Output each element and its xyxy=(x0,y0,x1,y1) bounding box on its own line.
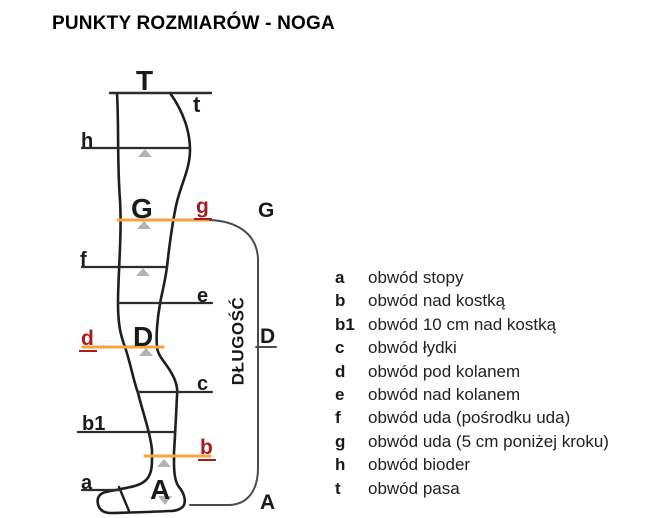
legend-row-b xyxy=(335,291,655,314)
legend-row-d xyxy=(335,362,655,385)
legend-row-h xyxy=(335,455,655,478)
label-d-red: d xyxy=(79,328,97,352)
label-h: h xyxy=(81,130,94,152)
label-b-red: b xyxy=(198,437,216,461)
label-D-big: D xyxy=(133,321,154,352)
length-axis-label: DŁUGOŚĆ xyxy=(228,296,248,386)
legend-key: b1 xyxy=(335,314,355,334)
marker-triangle-b xyxy=(157,459,171,467)
legend-label: obwód 10 cm nad kostką xyxy=(368,314,557,334)
legend-label: obwód bioder xyxy=(368,455,471,475)
legend-label: obwód pod kolanem xyxy=(368,361,521,381)
marker-triangle-h xyxy=(138,149,152,157)
length-bracket xyxy=(190,220,258,505)
legend-label: obwód pasa xyxy=(368,478,460,498)
legend-row-e xyxy=(335,385,655,408)
legend-label: obwód stopy xyxy=(368,268,464,287)
label-G-bracket: G xyxy=(258,199,275,222)
page-title: PUNKTY ROZMIARÓW - NOGA xyxy=(52,13,335,34)
label-A-bracket: A xyxy=(260,491,276,514)
legend-label: obwód łydki xyxy=(368,338,457,358)
legend-key: f xyxy=(335,408,341,428)
label-c: c xyxy=(197,373,209,395)
measurement-legend xyxy=(335,268,655,502)
legend-key: a xyxy=(335,268,345,287)
legend-key: g xyxy=(335,431,346,451)
legend-key: h xyxy=(335,455,346,475)
legend-key: e xyxy=(335,384,345,404)
label-f: f xyxy=(80,249,87,271)
label-a: a xyxy=(81,472,93,494)
label-b1: b1 xyxy=(82,413,106,435)
label-t-small: t xyxy=(193,92,201,117)
legend-label: obwód nad kolanem xyxy=(368,384,521,404)
legend-row-a xyxy=(335,268,655,291)
legend-row-c xyxy=(335,338,655,361)
legend-row-f xyxy=(335,408,655,431)
legend-key: b xyxy=(335,291,346,311)
legend-label: obwód uda (5 cm poniżej kroku) xyxy=(368,431,609,451)
label-G-big: G xyxy=(131,193,153,224)
legend-key: c xyxy=(335,338,345,358)
label-e: e xyxy=(197,285,209,307)
legend-row-g xyxy=(335,432,655,455)
legend-key: d xyxy=(335,361,346,381)
marker-triangle-f xyxy=(136,268,150,276)
label-D-bracket: D xyxy=(260,325,276,348)
legend-row-t xyxy=(335,479,655,502)
label-A-big: A xyxy=(150,474,171,505)
legend-label: obwód nad kostką xyxy=(368,291,506,311)
legend-row-b1 xyxy=(335,315,655,338)
legend-key: t xyxy=(335,478,341,498)
legend-label: obwód uda (pośrodku uda) xyxy=(368,408,571,428)
label-T-big: T xyxy=(136,65,154,96)
label-g-red: g xyxy=(194,196,212,220)
